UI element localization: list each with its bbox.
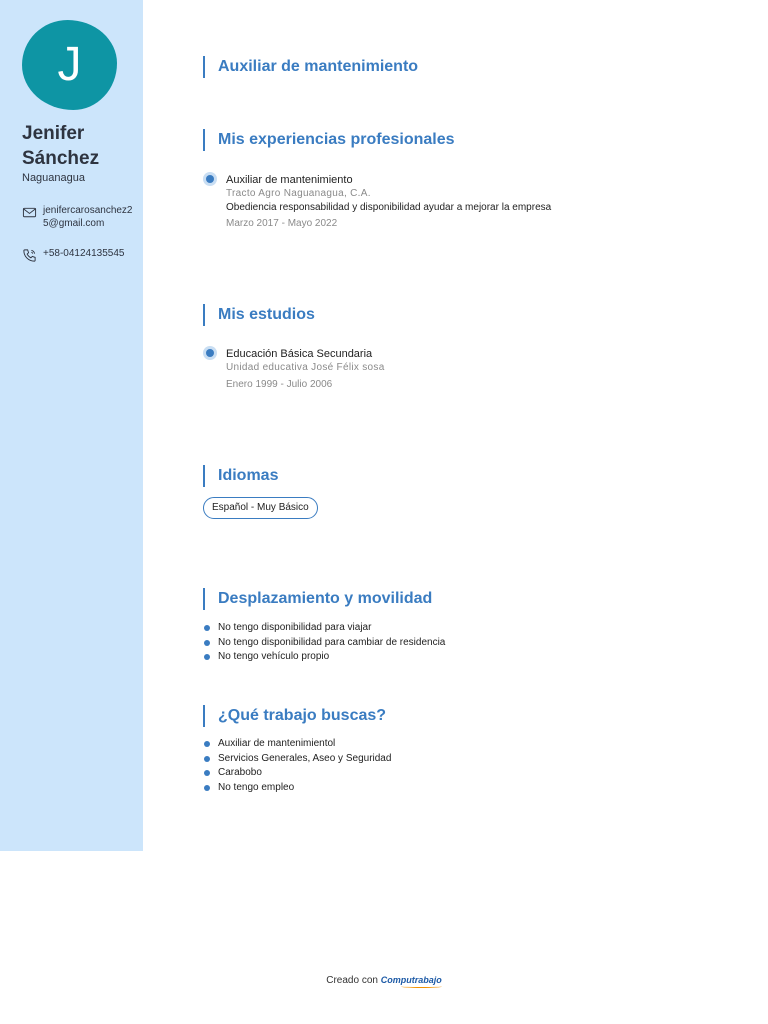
mobility-title: Desplazamiento y movilidad (203, 588, 432, 610)
phone-text[interactable]: +58-04124135545 (43, 248, 125, 259)
mobility-list (203, 621, 445, 665)
education-title: Mis estudios (203, 304, 315, 326)
experience-dates: Marzo 2017 - Mayo 2022 (226, 218, 338, 229)
candidate-name: Jenifer Sánchez (22, 123, 100, 169)
experience-company: Tracto Agro Naguanagua, C.A. (226, 188, 371, 199)
timeline-dot-icon (206, 349, 214, 357)
headline-title: Auxiliar de mantenimiento (203, 56, 418, 78)
experience-title: Mis experiencias profesionales (203, 129, 455, 151)
phone-contact (22, 247, 135, 263)
job-search-title: ¿Qué trabajo buscas? (203, 705, 386, 727)
list-item: Carabobo (203, 766, 391, 781)
list-item: No tengo empleo (203, 781, 391, 796)
education-school: Unidad educativa José Félix sosa (226, 362, 385, 373)
languages-title: Idiomas (203, 465, 278, 487)
education-degree: Educación Básica Secundaria (226, 348, 373, 360)
list-item: Auxiliar de mantenimientol (203, 737, 391, 752)
email-text[interactable]: jenifercarosanchez25@gmail.com (43, 205, 133, 229)
avatar: J (22, 20, 117, 110)
list-item: No tengo disponibilidad para cambiar de residencia (203, 636, 445, 651)
sidebar (0, 0, 143, 851)
experience-role: Auxiliar de mantenimiento (226, 174, 353, 186)
list-item: Servicios Generales, Aseo y Seguridad (203, 752, 391, 767)
experience-description: Obediencia responsabilidad y disponibilidad ayudar a mejorar la empresa (226, 202, 552, 213)
candidate-location: Naguanagua (22, 172, 86, 184)
timeline-dot-icon (206, 175, 214, 183)
mail-icon (22, 205, 37, 220)
list-item: No tengo disponibilidad para viajar (203, 621, 445, 636)
list-item: No tengo vehículo propio (203, 650, 445, 665)
job-search-list (203, 737, 391, 795)
language-pill: Español - Muy Básico (203, 497, 318, 519)
computrabajo-logo[interactable]: Computrabajo (380, 975, 442, 985)
footer (0, 975, 768, 986)
email-contact (22, 204, 135, 230)
education-dates: Enero 1999 - Julio 2006 (226, 379, 333, 390)
phone-icon (22, 248, 37, 263)
footer-prefix: Creado con (326, 975, 378, 986)
